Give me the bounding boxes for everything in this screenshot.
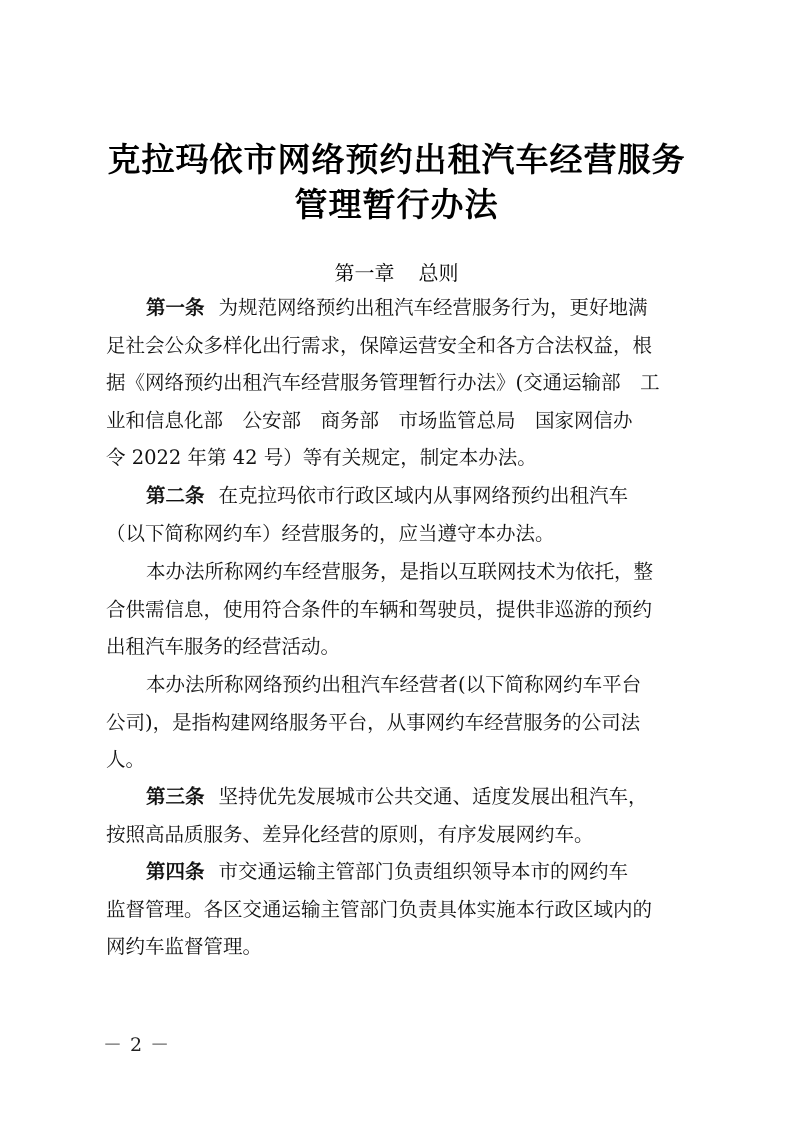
page-number: － 2 －: [103, 1034, 171, 1056]
article-line: 监督管理。各区交通运输主管部门负责具体实施本行政区域内的: [106, 897, 653, 921]
article-2: [106, 477, 689, 552]
article-line: 人。: [106, 748, 146, 772]
article-line: 出租汽车服务的经营活动。: [106, 635, 341, 659]
article-line: （以下简称网约车）经营服务的，应当遵守本办法。: [106, 521, 555, 545]
article-line: 合供需信息，使用符合条件的车辆和驾驶员，提供非巡游的预约: [106, 597, 653, 621]
article-label: 第一条: [146, 296, 205, 319]
article-text: 在克拉玛依市行政区域内从事网络预约出租汽车: [218, 484, 629, 507]
article-label: 第二条: [146, 484, 205, 507]
article-line: 公司)，是指构建网络服务平台，从事网约车经营服务的公司法: [106, 710, 641, 734]
article-line: 业和信息化部 公安部 商务部 市场监管总局 国家网信办: [106, 408, 633, 432]
chapter-number: 第一章: [334, 261, 395, 285]
article-text: 坚持优先发展城市公共交通、适度发展出租汽车，: [218, 785, 648, 808]
article-line: [106, 289, 689, 327]
document-title-line2: 管理暂行办法: [294, 185, 499, 224]
article-4: [106, 853, 689, 966]
document-title-line1: 克拉玛依市网络预约出租汽车经营服务: [107, 140, 686, 179]
article-line: [106, 477, 689, 515]
article-line: 本办法所称网络预约出租汽车经营者(以下简称网约车平台: [146, 673, 642, 696]
article-line: [106, 853, 689, 891]
article-label: 第三条: [146, 785, 205, 808]
article-label: 第四条: [146, 860, 205, 883]
article-text: 市交通运输主管部门负责组织领导本市的网约车: [218, 860, 629, 883]
article-line: [106, 778, 689, 816]
article-3: [106, 778, 689, 853]
article-text: 为规范网络预约出租汽车经营服务行为，更好地满: [218, 296, 648, 319]
article-line: 网约车监督管理。: [106, 935, 263, 959]
article-line: 据《网络预约出租汽车经营服务管理暂行办法》(交通运输部 工: [106, 371, 660, 395]
article-line: 令 2022 年第 42 号）等有关规定，制定本办法。: [106, 446, 537, 470]
chapter-heading: [0, 257, 793, 289]
article-line: 本办法所称网约车经营服务，是指以互联网技术为依托，整: [146, 560, 654, 583]
article-line: 足社会公众多样化出行需求，保障运营安全和各方合法权益，根: [106, 333, 653, 357]
paragraph-definition-service: [106, 553, 689, 666]
chapter-name: 总则: [418, 261, 459, 285]
article-1: [106, 289, 689, 477]
paragraph-definition-operator: [106, 666, 689, 779]
article-line: 按照高品质服务、差异化经营的原则，有序发展网约车。: [106, 822, 594, 846]
